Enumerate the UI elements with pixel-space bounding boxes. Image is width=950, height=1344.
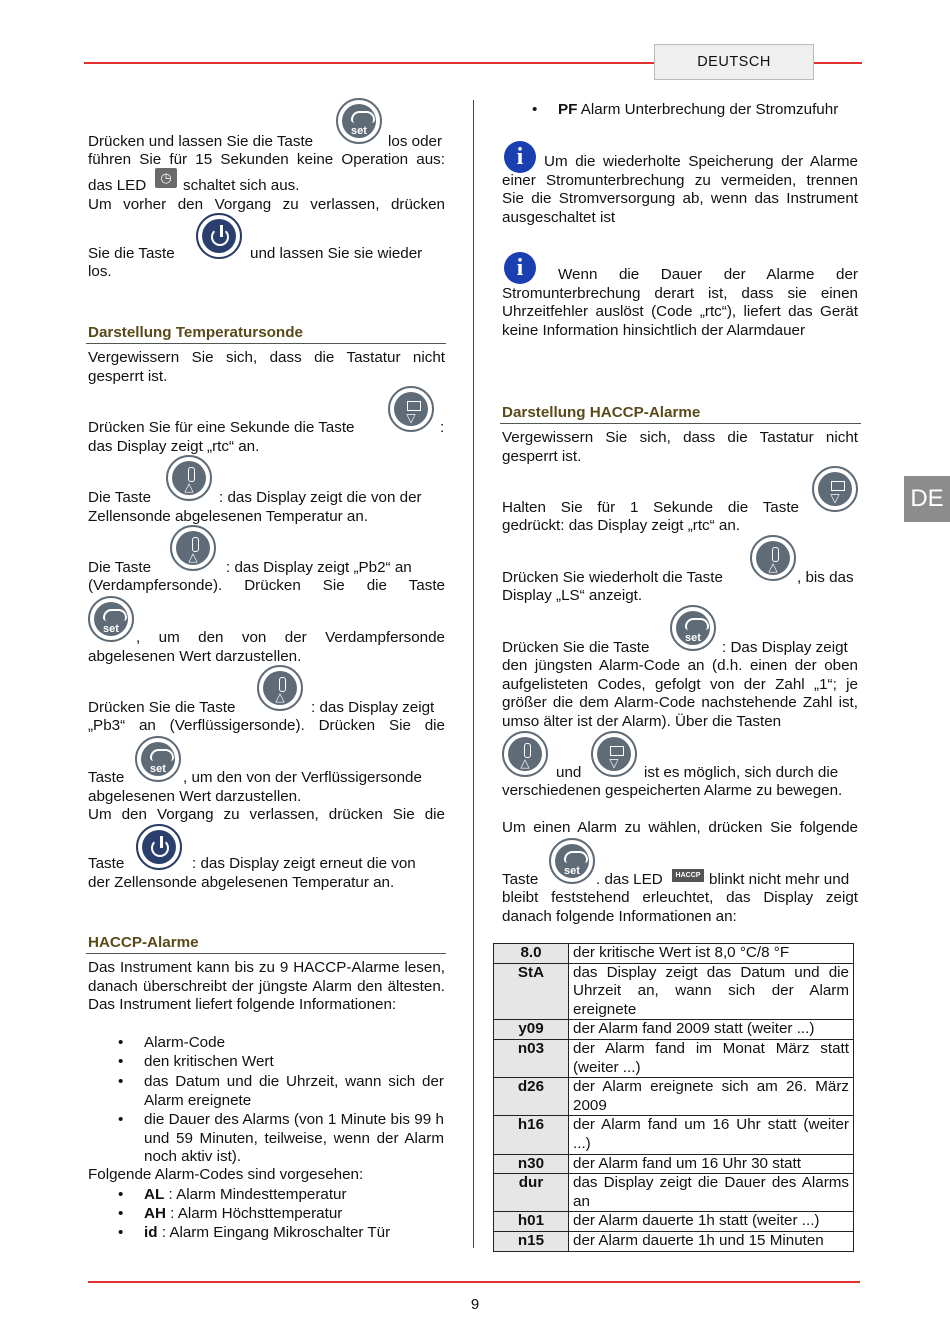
heading-rule — [86, 953, 446, 954]
list-item: • das Datum und die Uhrzeit, wann sich der Alarm ereignete — [144, 1073, 444, 1110]
text-p1-l5b: und lassen Sie sie wieder — [250, 245, 423, 262]
text-s1b: : — [440, 419, 445, 436]
text-p1-l1-end: los oder — [388, 133, 443, 150]
text-r4a: und — [556, 764, 582, 781]
header-rule — [84, 62, 654, 64]
text-haccp-intro: Das Instrument kann bis zu 9 HACCP-Alarme lesen, danach überschreibt der jüngste Alarm den ältesten. Das Instrument liefert folgende Informationen: — [88, 959, 445, 1014]
text-s3b: : das Display zeigt „Pb2“ an — [226, 559, 412, 576]
table-row: d26 der Alarm ereignete sich am 26. März 2009 — [494, 1078, 854, 1116]
list-item: • id : Alarm Eingang Mikroschalter Tür — [144, 1224, 390, 1243]
text-r3a: Drücken Sie die Taste — [502, 639, 650, 656]
text-r3b: : Das Display zeigt — [722, 639, 848, 656]
heading-rule — [86, 343, 446, 344]
language-tab: DE — [904, 476, 950, 522]
text-s3d: , um den von der Verdampfersonde — [136, 629, 445, 646]
info-icon: i — [504, 141, 536, 173]
book-down-button-icon — [591, 731, 637, 777]
text-s4g: Um den Vorgang zu verlassen, drücken Sie die — [88, 806, 445, 823]
table-row: n15 der Alarm dauerte 1h und 15 Minuten — [494, 1231, 854, 1251]
text-s2a: Die Taste — [88, 489, 152, 506]
text-note1: Um die wiederholte Speicherung der Alarme einer Stromunterbrechung zu vermeiden, trennen Sie die Stromversorgung ab, wenn das Instrument ausgeschaltet ist — [502, 153, 858, 226]
list-item: • PF Alarm Unterbrechung der Stromzufuhr — [558, 101, 838, 120]
alarm-info-table — [493, 943, 854, 1252]
list-item: • AL : Alarm Mindesttemperatur — [144, 1186, 347, 1205]
text-s4a: Drücken Sie die Taste — [88, 699, 236, 716]
power-button-icon — [196, 213, 242, 259]
text-p1-l5a: Sie die Taste — [88, 245, 175, 262]
heading-haccp-alarms: HACCP-Alarme — [88, 934, 199, 951]
text-s4e: , um den von der Verflüssigersonde — [183, 769, 422, 786]
table-row: h01 der Alarm dauerte 1h statt (weiter ...) — [494, 1212, 854, 1232]
table-row: n30 der Alarm fand um 16 Uhr 30 statt — [494, 1154, 854, 1174]
text-codes-intro: Folgende Alarm-Codes sind vorgesehen: — [88, 1166, 364, 1183]
table-row: 8.0 der kritische Wert ist 8,0 °C/8 °F — [494, 944, 854, 964]
text-p1-l6: los. — [88, 263, 112, 280]
text-r4d: Um einen Alarm zu wählen, drücken Sie folgende — [502, 819, 858, 836]
set-button-icon: set — [135, 736, 181, 782]
text-s1a: Drücken Sie für eine Sekunde die Taste — [88, 419, 355, 436]
table-row: n03 der Alarm fand im Monat März statt (weiter ...) — [494, 1039, 854, 1077]
list-item: • Alarm-Code — [144, 1034, 444, 1053]
text-s4f: abgelesenen Wert darzustellen. — [88, 788, 302, 805]
list-item: • AH : Alarm Höchsttemperatur — [144, 1205, 342, 1224]
text-r4c: verschiedenen gespeicherten Alarme zu bewegen. — [502, 782, 843, 799]
text-r1b: gedrückt: das Display zeigt „rtc“ an. — [502, 517, 741, 534]
text-p1-l4: Um vorher den Vorgang zu verlassen, drücken — [88, 196, 445, 213]
text-s4b: : das Display zeigt — [311, 699, 435, 716]
text-s2b: : das Display zeigt die von der — [219, 489, 422, 506]
text-s3e: abgelesenen Wert darzustellen. — [88, 648, 302, 665]
info-icon: i — [504, 252, 536, 284]
column-divider — [473, 100, 474, 1248]
thermo-up-button-icon — [502, 731, 548, 777]
book-down-button-icon — [812, 466, 858, 512]
text-p1-l3a: das LED — [88, 177, 147, 194]
text-r2b: , bis das — [797, 569, 854, 586]
text-r1a: Halten Sie für 1 Sekunde die Taste — [502, 499, 799, 516]
set-button-icon: set — [670, 605, 716, 651]
heading-rule — [500, 423, 861, 424]
header-rule-right — [814, 62, 862, 64]
text-r5d: bleibt feststehend erleuchtet, das Display zeigt danach folgende Informationen an: — [502, 889, 858, 925]
heading-temperature-probe: Darstellung Temperatursonde — [88, 324, 303, 341]
text-r5a: Taste — [502, 871, 539, 888]
text-r5b: . das LED — [596, 871, 663, 888]
text-s1c: das Display zeigt „rtc“ an. — [88, 438, 260, 455]
text-s3a: Die Taste — [88, 559, 152, 576]
text-r3c: den jüngsten Alarm-Code an (d.h. einen der oben aufgelisteten Codes, gefolgt von der Zahl „1“; je größer die dem Alarm-Code nachstehende Zahl ist, umso älter ist der Alarm). Über die Tasten — [502, 657, 858, 730]
text-r2a: Drücken Sie wiederholt die Taste — [502, 569, 723, 586]
set-button-icon: set — [549, 838, 595, 884]
table-row: y09 der Alarm fand 2009 statt (weiter ...) — [494, 1020, 854, 1040]
set-button-icon: set — [88, 596, 134, 642]
power-button-icon — [136, 824, 182, 870]
table-row: h16 der Alarm fand um 16 Uhr statt (weiter ...) — [494, 1116, 854, 1154]
thermo-up-button-icon — [166, 455, 212, 501]
text-temp-intro: Vergewissern Sie sich, dass die Tastatur nicht gesperrt ist. — [88, 349, 445, 385]
table-row: dur das Display zeigt die Dauer des Alarms an — [494, 1174, 854, 1212]
page-number: 9 — [470, 1296, 480, 1313]
table-row: StA das Display zeigt das Datum und die Uhrzeit an, wann sich der Alarm ereignete — [494, 963, 854, 1020]
thermo-up-button-icon — [257, 665, 303, 711]
list-item: • die Dauer des Alarms (von 1 Minute bis 99 h und 59 Minuten, teilweise, wenn der Alarm noch aktiv ist). — [144, 1111, 444, 1167]
text-p1-l3b: schaltet sich aus. — [183, 177, 300, 194]
language-label: DEUTSCH — [654, 44, 814, 80]
text-s5a: Taste — [88, 855, 125, 872]
haccp-led-icon: HACCP — [672, 869, 704, 882]
list-item: • den kritischen Wert — [144, 1053, 444, 1072]
text-s4c: „Pb3“ an (Verflüssigersonde). Drücken Sie die — [88, 717, 445, 734]
text-r-intro: Vergewissern Sie sich, dass die Tastatur nicht gesperrt ist. — [502, 429, 858, 465]
text-r4b: ist es möglich, sich durch die — [644, 764, 839, 781]
heading-haccp-display: Darstellung HACCP-Alarme — [502, 404, 701, 421]
text-s2c: Zellensonde abgelesenen Temperatur an. — [88, 508, 369, 525]
footer-rule — [88, 1281, 860, 1283]
thermo-up-button-icon — [170, 525, 216, 571]
set-button-icon: set — [336, 98, 382, 144]
text-p1-l1: Drücken und lassen Sie die Taste — [88, 133, 314, 150]
book-down-button-icon — [388, 386, 434, 432]
text-s5c: der Zellensonde abgelesenen Temperatur an. — [88, 874, 395, 891]
text-s3c: (Verdampfersonde). Drücken Sie die Taste — [88, 577, 445, 594]
text-s4d: Taste — [88, 769, 125, 786]
text-s5b: : das Display zeigt erneut die von — [192, 855, 416, 872]
clock-led-icon: ◷ — [155, 168, 177, 188]
text-note2: Wenn die Dauer der Alarme der Stromunterbrechung derart ist, dass sie einen Uhrzeitfehler auslöst (Code „rtc“), liefert das Gerät keine Information hinsichtlich der Alarmdauer — [502, 266, 858, 339]
text-r5c: blinkt nicht mehr und — [709, 871, 850, 888]
text-p1-l2: führen Sie für 15 Sekunden keine Operation aus: — [88, 151, 445, 168]
thermo-up-button-icon — [750, 535, 796, 581]
text-r2c: Display „LS“ anzeigt. — [502, 587, 643, 604]
